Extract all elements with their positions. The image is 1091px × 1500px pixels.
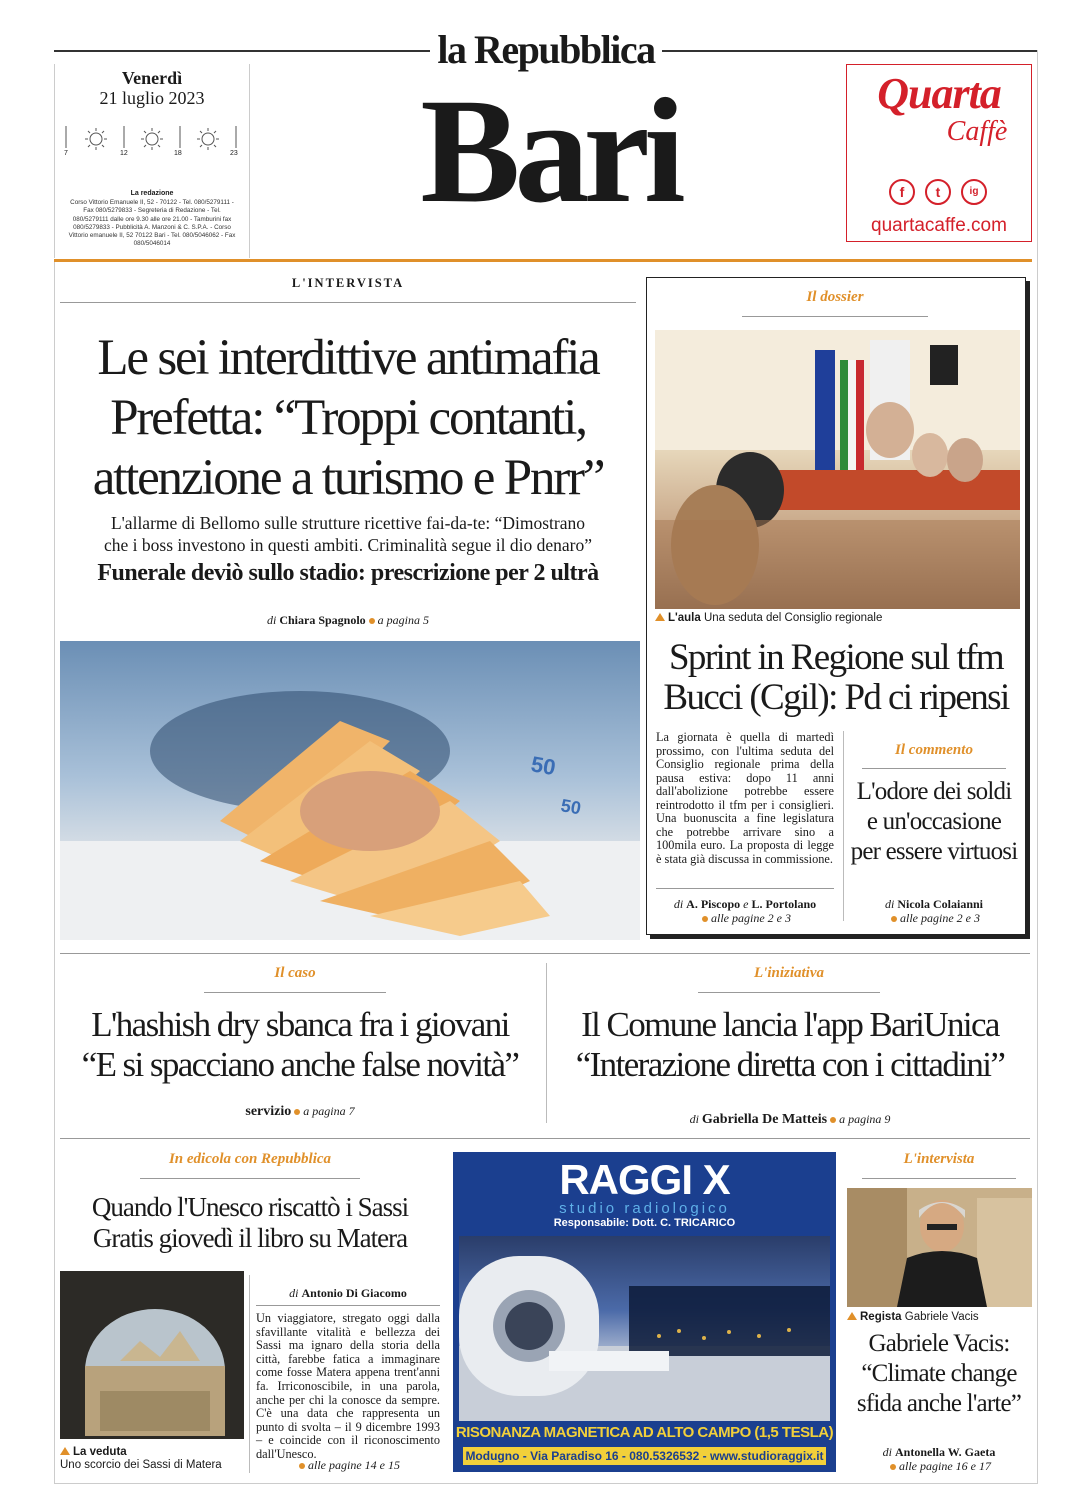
- bullet-icon: [830, 1117, 836, 1123]
- intervista2-caption-text: Gabriele Vacis: [904, 1311, 979, 1323]
- dossier-caption-text: Una seduta del Consiglio regionale: [703, 612, 883, 624]
- dossier-kicker-rule: [742, 316, 928, 317]
- masthead-left-border: [54, 64, 55, 258]
- iniziativa-kicker: L'iniziativa: [753, 965, 824, 981]
- edicola-caption: [60, 1446, 244, 1472]
- caption-triangle-icon: [655, 613, 665, 621]
- bullet-icon: [299, 1463, 305, 1469]
- commento-headline-line-3: per essere virtuosi: [850, 838, 1018, 865]
- lead-headline-line-3: attenzione a turismo e Pnrr”: [92, 450, 604, 506]
- lead-kicker: L'INTERVISTA: [291, 276, 405, 290]
- iniziativa-headline-line-2: “Interazione diretta con i cittadini”: [575, 1045, 1005, 1084]
- raggix-banner: RISONANZA MAGNETICA AD ALTO CAMPO (1,5 TESLA): [455, 1424, 834, 1441]
- edicola-author: Antonio Di Giacomo: [301, 1286, 407, 1300]
- portrait-illustration: [847, 1188, 1032, 1307]
- intervista2-kicker: L'intervista: [903, 1151, 975, 1167]
- lead-page[interactable]: a pagina 5: [377, 613, 430, 627]
- lead-summary: [60, 512, 636, 556]
- banknotes-illustration: [60, 641, 640, 940]
- dossier-column-divider: [843, 731, 844, 921]
- masthead-orange-rule: [54, 259, 1032, 262]
- commento-author: Nicola Colaianni: [897, 897, 984, 911]
- dossier-byline: [656, 897, 834, 912]
- page-frame-right: [1037, 50, 1038, 1484]
- edicola-by: di: [289, 1286, 299, 1300]
- raggix-sub: studio radiologico: [559, 1200, 730, 1217]
- edicola-page-ref[interactable]: [256, 1458, 440, 1473]
- intervista2-by: di: [882, 1445, 892, 1459]
- masthead-rule-right: [662, 50, 1038, 52]
- dossier-headline-line-2: Bucci (Cgil): Pd ci ripensi: [663, 677, 1009, 718]
- commento-byline: [848, 897, 1020, 912]
- edicola-photo-matera: [60, 1271, 244, 1439]
- council-illustration: [655, 330, 1020, 609]
- edicola-page: alle pagine 14 e 15: [308, 1458, 400, 1472]
- lead-photo-money: [60, 641, 640, 940]
- caso-byline: [60, 1104, 540, 1120]
- caso-author: servizio: [245, 1104, 292, 1119]
- twitter-icon[interactable]: t: [925, 179, 951, 205]
- dossier-caption-bold: L'aula: [668, 612, 701, 624]
- weather-sun-icons: [62, 122, 242, 162]
- caso-kicker-rule: [204, 992, 386, 993]
- middle-row-divider: [546, 963, 547, 1123]
- intervista2-headline-line-1: Gabriele Vacis:: [868, 1330, 1010, 1357]
- dossier-body-rule: [656, 888, 834, 889]
- dossier-by: di: [673, 897, 684, 911]
- redazione-title: La redazione: [130, 190, 174, 197]
- caso-kicker: Il caso: [274, 965, 316, 981]
- iniziativa-headline[interactable]: [548, 1005, 1032, 1085]
- page-frame-left: [54, 262, 55, 1484]
- facebook-icon[interactable]: f: [889, 179, 915, 205]
- intervista2-page-ref[interactable]: [846, 1459, 1032, 1474]
- iniziativa-by: di: [689, 1112, 699, 1126]
- intervista2-photo-vacis: [847, 1188, 1032, 1307]
- bullet-icon: [369, 618, 375, 624]
- instagram-icon[interactable]: ig: [961, 179, 987, 205]
- raggix-logo: RAGGI X: [559, 1156, 730, 1203]
- bottom-row-top-rule: [60, 1138, 1030, 1139]
- commento-page: alle pagine 2 e 3: [900, 911, 980, 925]
- commento-kicker-rule: [862, 768, 1006, 769]
- lead-summary-line-2: che i boss investono in questi ambiti. Criminalità segue il dio denaro”: [104, 535, 592, 555]
- iniziativa-kicker-rule: [698, 992, 880, 993]
- lead-headline-line-2: Prefetta: “Troppi contanti,: [110, 390, 586, 446]
- lead-by: di: [266, 613, 277, 627]
- iniziativa-byline: [550, 1112, 1030, 1128]
- edicola-headline-line-1: Quando l'Unesco riscattò i Sassi: [91, 1192, 409, 1222]
- lead-summary-line-1: L'allarme di Bellomo sulle strutture ricettive fai-da-te: “Dimostrano: [110, 513, 586, 533]
- lead-headline-line-1: Le sei interdittive antimafia: [97, 330, 599, 386]
- dossier-caption: [655, 612, 1020, 624]
- edicola-byline: [256, 1286, 440, 1301]
- dossier-page-ref[interactable]: [656, 911, 834, 926]
- dossier-and: e: [743, 897, 749, 911]
- temp-1: 7: [64, 150, 68, 157]
- lead-byline: [60, 613, 636, 628]
- temp-2: 12: [120, 150, 128, 157]
- dossier-headline-line-1: Sprint in Regione sul tfm: [668, 637, 1004, 678]
- quarta-logo: Quarta: [877, 69, 1001, 118]
- edicola-byline-rule: [256, 1305, 440, 1306]
- dossier-photo-council: [655, 330, 1020, 609]
- middle-row-top-rule: [60, 953, 1030, 954]
- commento-headline-line-1: L'odore dei soldi: [856, 778, 1012, 805]
- intervista2-headline[interactable]: [844, 1329, 1034, 1419]
- edicola-headline-line-2: Gratis giovedì il libro su Matera: [92, 1223, 408, 1253]
- redazione-text: Corso Vittorio Emanuele II, 52 - 70122 - Tel. 080/5279111 - Fax 080/5279833 - Segreteria di Redazione - Tel. 080/5279111 dalle ore 9.30 alle ore 21.00 - Tamburini fax 080/5279833 - Pubblicità A. Manzoni & C. S.P.A. - Corso Vittorio emanuele II, 52 70122 Bari - Tel. 080/5046062 - Fax 080/5046014: [68, 199, 236, 248]
- commento-kicker: Il commento: [895, 742, 973, 758]
- edicola-headline[interactable]: [58, 1192, 442, 1254]
- ad-quarta-caffe[interactable]: [846, 64, 1032, 242]
- intervista2-caption-bold: Regista: [860, 1311, 902, 1323]
- edition-title: Bari: [420, 68, 680, 234]
- quarta-social: [889, 177, 989, 207]
- iniziativa-headline-line-1: Il Comune lancia l'app BariUnica: [581, 1005, 999, 1044]
- raggix-address: Modugno - Via Paradiso 16 - 080.5326532 - www.studioraggix.it: [463, 1447, 826, 1465]
- dossier-author-1: A. Piscopo: [686, 897, 741, 911]
- edicola-kicker: In edicola con Repubblica: [168, 1151, 332, 1167]
- intervista2-headline-line-2: “Climate change: [861, 1360, 1017, 1387]
- lead-kicker-rule: [60, 302, 636, 303]
- date-day: Venerdì: [121, 68, 183, 88]
- date-full: 21 luglio 2023: [99, 88, 205, 108]
- svg-text:50: 50: [559, 795, 583, 819]
- dossier-body: La giornata è quella di martedì prossimo, con l'ultima seduta del Consiglio regionale prima della pausa estiva: dopo 11 anni dall'abolizione potrebbe essere reintrodotto il tfm per i consiglieri. Una buonuscita a fine legislatura che potrebbe arrivare sino a 100mila euro. La proposta di legge è stata già discussa in commissione.: [656, 730, 834, 866]
- commento-headline[interactable]: [846, 777, 1022, 867]
- raggix-photo-mri: [459, 1236, 830, 1421]
- caption-triangle-icon: [847, 1312, 857, 1320]
- caso-headline-line-1: L'hashish dry sbanca fra i giovani: [91, 1005, 509, 1044]
- bullet-icon: [891, 916, 897, 922]
- intervista2-kicker-rule: [862, 1178, 1016, 1179]
- temp-3: 18: [174, 150, 182, 157]
- commento-headline-line-2: e un'occasione: [866, 808, 1002, 835]
- masthead-rule-left: [54, 50, 430, 52]
- edicola-kicker-rule: [140, 1178, 360, 1179]
- commento-by: di: [884, 897, 895, 911]
- intervista2-caption: [847, 1311, 1032, 1323]
- edicola-column-divider: [249, 1275, 250, 1473]
- dossier-headline[interactable]: [650, 638, 1022, 718]
- intervista2-headline-line-3: sfida anche l'arte”: [856, 1390, 1022, 1417]
- lead-subheadline[interactable]: Funerale deviò sullo stadio: prescrizione per 2 ultrà: [97, 560, 599, 586]
- dossier-author-2: L. Portolano: [751, 897, 817, 911]
- paper-name[interactable]: la Repubblica: [437, 27, 655, 72]
- weather-strip: [62, 122, 242, 162]
- quarta-url[interactable]: quartacaffe.com: [871, 215, 1007, 236]
- edicola-body: Un viaggiatore, stregato oggi dalla sfavillante vitalità e bellezza dei Sassi ma ignaro della storia della città, farebbe fatica a immaginare come fosse Matera appena trent'anni fa. Irriconoscibile, in una parola, anche per chi la conosce da sempre. C'è una data che rappresenta un punto di svolta – il 9 dicembre 1993 – e coincide con il riconoscimento dall'Unesco.: [256, 1311, 440, 1461]
- caso-headline-line-2: “E si spacciano anche false novità”: [81, 1045, 519, 1084]
- dossier-page: alle pagine 2 e 3: [711, 911, 791, 925]
- edicola-caption-text: Uno scorcio dei Sassi di Matera: [60, 1459, 222, 1471]
- intervista2-page: alle pagine 16 e 17: [899, 1459, 991, 1473]
- edicola-caption-bold: La veduta: [73, 1446, 127, 1458]
- intervista2-author: Antonella W. Gaeta: [895, 1445, 996, 1459]
- temp-4: 23: [230, 150, 238, 157]
- caso-page[interactable]: a pagina 7: [303, 1104, 355, 1118]
- caption-triangle-icon: [60, 1447, 70, 1455]
- intervista2-byline: [846, 1445, 1032, 1460]
- iniziativa-author: Gabriella De Matteis: [701, 1112, 828, 1127]
- dossier-kicker: Il dossier: [806, 289, 864, 305]
- lead-headline[interactable]: [58, 328, 638, 508]
- iniziativa-page[interactable]: a pagina 9: [839, 1112, 891, 1126]
- caso-headline[interactable]: [58, 1005, 542, 1085]
- bullet-icon: [890, 1464, 896, 1470]
- ad-raggix[interactable]: [453, 1152, 836, 1472]
- masthead-left-divider: [249, 64, 250, 258]
- quarta-logo-caffe: Caffè: [946, 116, 1008, 147]
- bullet-icon: [702, 916, 708, 922]
- svg-text:50: 50: [529, 751, 558, 781]
- page-frame-bottom: [54, 1483, 1038, 1484]
- raggix-resp: Responsabile: Dott. C. TRICARICO: [553, 1217, 736, 1229]
- commento-page-ref[interactable]: [848, 911, 1020, 926]
- lead-author: Chiara Spagnolo: [279, 613, 366, 627]
- sassi-illustration: [60, 1271, 244, 1439]
- bullet-icon: [294, 1109, 300, 1115]
- mri-illustration: [459, 1236, 830, 1421]
